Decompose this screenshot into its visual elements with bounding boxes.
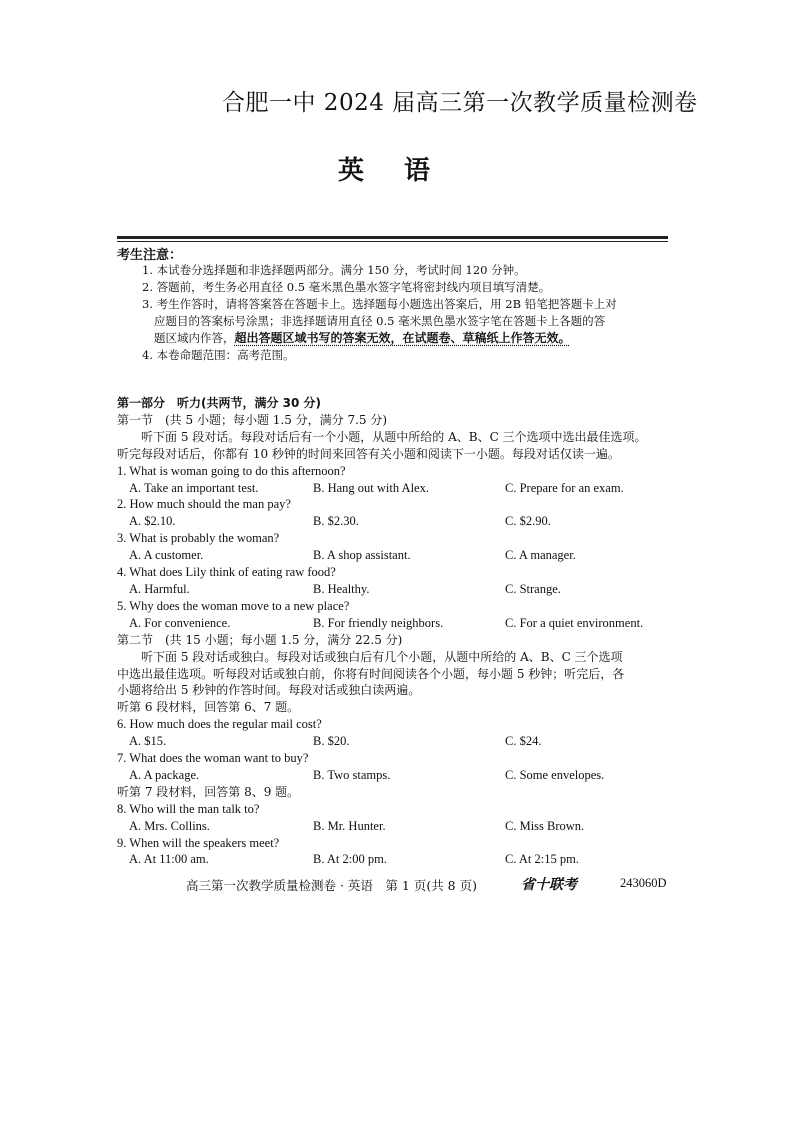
option-a: A. At 11:00 am. [129,852,209,867]
notice-item-2: 2. 答题前，考生务必用直径 0.5 毫米黑色墨水签字笔将密封线内项目填写清楚。 [142,280,551,294]
option-c: C. At 2:15 pm. [505,852,579,867]
question-8: 8. Who will the man talk to? [117,801,260,816]
footer-page-info: 高三第一次教学质量检测卷 · 英语 第 1 页(共 8 页) [186,878,477,893]
footer-logo: 省十联考 [521,877,577,893]
part1-heading: 第一部分 听力(共两节，满分 30 分) [117,396,322,410]
question-3: 3. What is probably the woman? [117,531,280,546]
question-7: 7. What does the woman want to buy? [117,751,309,766]
question-4: 4. What does Lily think of eating raw food? [117,565,336,580]
option-b: B. Mr. Hunter. [313,818,386,833]
option-c: C. $24. [505,734,542,749]
question-1: 1. What is woman going to do this afternoon? [117,463,346,478]
section1-instruction-1: 听下面 5 段对话。每段对话后有一个小题，从题中所给的 A、B、C 三个选项中选出最佳选项。 [141,429,647,444]
option-c: C. Strange. [505,581,561,596]
question-9-options [117,851,672,868]
option-b: B. Two stamps. [313,767,391,782]
question-4-options [117,581,672,598]
option-b: B. A shop assistant. [313,548,411,563]
footer-code: 243060D [620,876,667,890]
option-a: A. A package. [129,767,200,782]
divider-thin [117,241,668,242]
option-b: B. $20. [313,734,350,749]
option-c: C. A manager. [505,548,576,563]
section2-instruction-3: 小题将给出 5 秒钟的作答时间。每段对话或独白读两遍。 [117,683,421,698]
notice-item-1: 1. 本试卷分选择题和非选择题两部分。满分 150 分，考试时间 120 分钟。 [142,263,526,277]
notice-item-3-line2: 应题目的答案标号涂黑；非选择题请用直径 0.5 毫米黑色墨水签字笔在答题卡上各题的答 [154,314,606,328]
notice-heading: 考生注意： [117,248,183,263]
material-7-note: 听第 7 段材料，回答第 8、9 题。 [117,784,300,799]
exam-title: 合肥一中 2024 届高三第一次教学质量检测卷 [222,90,698,116]
option-a: A. A customer. [129,548,204,563]
section1-heading: 第一节 (共 5 小题；每小题 1.5 分，满分 7.5 分) [117,412,388,427]
option-b: B. For friendly neighbors. [313,615,444,630]
option-c: C. Miss Brown. [505,818,585,833]
option-a: A. Take an important test. [129,480,259,495]
question-5: 5. Why does the woman move to a new place? [117,598,350,613]
option-a: A. $2.10. [129,514,176,529]
notice-item-3-line3 [142,330,672,347]
option-a: A. For convenience. [129,615,231,630]
page-footer [0,876,794,900]
option-c: C. For a quiet environment. [505,615,644,630]
option-b: B. Healthy. [313,581,370,596]
notice-item-3-line3-text: 题区域内作答， [154,331,235,345]
option-a: A. Harmful. [129,581,190,596]
question-2-options [117,513,672,530]
option-c: C. Prepare for an exam. [505,480,624,495]
question-8-options [117,818,672,835]
option-b: B. Hang out with Alex. [313,480,429,495]
section2-heading: 第二节 (共 15 小题；每小题 1.5 分，满分 22.5 分) [117,632,403,647]
listening-content [117,392,672,868]
notice-item-4: 4. 本卷命题范围：高考范围。 [142,348,295,362]
option-a: A. Mrs. Collins. [129,818,210,833]
question-1-options [117,480,672,497]
notice-emphasis: 超出答题区域书写的答案无效，在试题卷、草稿纸上作答无效。 [234,331,571,345]
question-6: 6. How much does the regular mail cost? [117,717,322,732]
question-7-options [117,767,672,784]
question-9: 9. When will the speakers meet? [117,835,280,850]
option-c: C. Some envelopes. [505,767,605,782]
option-a: A. $15. [129,734,167,749]
subject-title: 英语 [338,156,471,186]
material-6-note: 听第 6 段材料，回答第 6、7 题。 [117,700,300,715]
notice-list [142,262,672,364]
question-2: 2. How much should the man pay? [117,497,291,512]
option-c: C. $2.90. [505,514,551,529]
option-b: B. $2.30. [313,514,359,529]
section2-instruction-2: 中选出最佳选项。听每段对话或独白前，你将有时间阅读各个小题，每小题 5 秒钟；听完后，各 [117,666,625,681]
divider-thick [117,236,668,239]
section1-instruction-2: 听完每段对话后，你都有 10 秒钟的时间来回答有关小题和阅读下一小题。每段对话仅读一遍。 [117,446,620,461]
option-b: B. At 2:00 pm. [313,852,387,867]
question-6-options [117,733,672,750]
notice-item-3-cont [142,313,672,347]
question-5-options [117,615,672,632]
notice-item-3: 3. 考生作答时，请将答案答在答题卡上。选择题每小题选出答案后，用 2B 铅笔把答题卡上对 [142,297,617,311]
section2-instruction-1: 听下面 5 段对话或独白。每段对话或独白后有几个小题，从题中所给的 A、B、C 三个选项 [141,649,623,664]
question-3-options [117,547,672,564]
